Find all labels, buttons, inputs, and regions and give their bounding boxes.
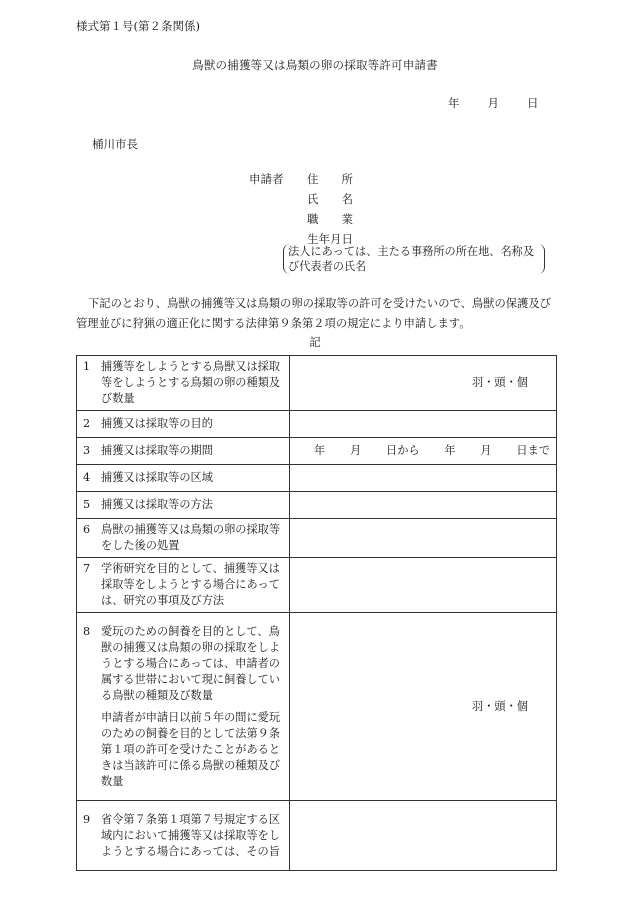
row-4-value-cell[interactable] (290, 465, 557, 492)
table-row (77, 492, 557, 519)
row-6-value-cell[interactable] (290, 519, 557, 558)
row-3-label-cell (77, 438, 290, 465)
table-row (77, 411, 557, 438)
row-5-label-cell (77, 492, 290, 519)
row-label: 捕獲又は採取等の区域 (101, 471, 213, 484)
row-8-label-cell (77, 613, 290, 801)
row-9-label-cell (77, 801, 290, 871)
row-number: 5 (83, 498, 91, 511)
document-title: 鳥獣の捕獲等又は鳥類の卵の採取等許可申請書 (192, 58, 438, 72)
application-items-table (76, 355, 557, 871)
row-1-value-cell[interactable] (290, 356, 557, 411)
row-2-value-cell[interactable] (290, 411, 557, 438)
date-line (448, 95, 539, 112)
applicant-name-label: 氏 名 (307, 192, 353, 206)
addressee: 桶川市長 (92, 137, 138, 151)
period-start-day: 日から (386, 443, 420, 457)
corporate-note: 法人にあっては、主たる事務所の所在地、名称及び代表者の氏名 (283, 244, 545, 274)
applicant-occupation-label: 職 業 (307, 212, 353, 226)
row-number: 7 (83, 562, 91, 575)
date-month-label: 月 (487, 96, 499, 110)
row-3-value-cell[interactable] (290, 438, 557, 465)
period-end-day: 日まで (516, 443, 550, 457)
period-start-year: 年 (314, 443, 326, 457)
row-label: 省令第７条第１項第７号規定する区域内において捕獲等又は採取等をしようとする場合にあっては、その旨 (101, 812, 281, 858)
row-label: 捕獲等をしようとする鳥獣又は採取等をしようとする鳥類の卵の種類及び数量 (101, 360, 281, 405)
period-range (290, 443, 556, 459)
ki-heading: 記 (309, 335, 321, 349)
row-label: 愛玩のための飼養を目的として、鳥獣の捕獲又は鳥類の卵の採取をしようとする場合にあっては、申請者の属する世帯において現に飼養している鳥獣の種類及び数量 (101, 624, 281, 702)
row-8-value-cell[interactable] (290, 613, 557, 801)
row-number: 3 (83, 444, 91, 457)
row-label: 鳥獣の捕獲等又は鳥類の卵の採取等をした後の処置 (101, 523, 281, 552)
row-2-label-cell (77, 411, 290, 438)
table-row (77, 519, 557, 558)
row-label: 捕獲又は採取等の目的 (101, 417, 213, 430)
row-number: 9 (83, 812, 91, 826)
row-5-value-cell[interactable] (290, 492, 557, 519)
row-4-label-cell (77, 465, 290, 492)
row-number: 8 (83, 624, 91, 638)
row-label: 捕獲又は採取等の期間 (101, 444, 213, 457)
table-row (77, 613, 557, 801)
row-number: 1 (83, 360, 91, 373)
applicant-address-label: 住 所 (307, 172, 353, 186)
table-row (77, 558, 557, 613)
row-7-label-cell (77, 558, 290, 613)
row-number: 6 (83, 523, 91, 536)
unit-label: 羽・頭・個 (472, 375, 528, 389)
row-label: 学術研究を目的として、捕獲等又は採取等をしようとする場合にあっては、研究の事項及び方法 (101, 562, 280, 607)
row-7-value-cell[interactable] (290, 558, 557, 613)
row-9-value-cell[interactable] (290, 801, 557, 871)
row-number: 2 (83, 417, 91, 430)
period-end-month: 月 (480, 443, 492, 457)
table-row (77, 801, 557, 871)
table-row (77, 465, 557, 492)
date-year-label: 年 (448, 96, 460, 110)
row-6-label-cell (77, 519, 290, 558)
row-1-label-cell (77, 356, 290, 411)
applicant-label: 申請者 (249, 172, 284, 186)
table-row (77, 356, 557, 411)
intro-paragraph: 下記のとおり、鳥獣の捕獲等又は鳥類の卵の採取等の許可を受けたいので、鳥獣の保護及び管理並びに狩猟の適正化に関する法律第９条第２項の規定により申請します。 (76, 297, 551, 330)
row-label: 捕獲又は採取等の方法 (101, 498, 213, 511)
table-row (77, 438, 557, 465)
date-day-label: 日 (527, 96, 539, 110)
row-number: 4 (83, 471, 91, 484)
row-sublabel: 申請者が申請日以前５年の間に愛玩のための飼養を目的として法第９条第１項の許可を受けたことがあるときは当該許可に係る鳥獣の種類及び数量 (101, 710, 281, 788)
period-start-month: 月 (350, 443, 362, 457)
unit-label: 羽・頭・個 (472, 699, 528, 713)
applicant-birthdate-label: 生年月日 (307, 232, 353, 246)
period-end-year: 年 (444, 443, 456, 457)
form-number: 様式第１号(第２条関係) (76, 19, 200, 33)
